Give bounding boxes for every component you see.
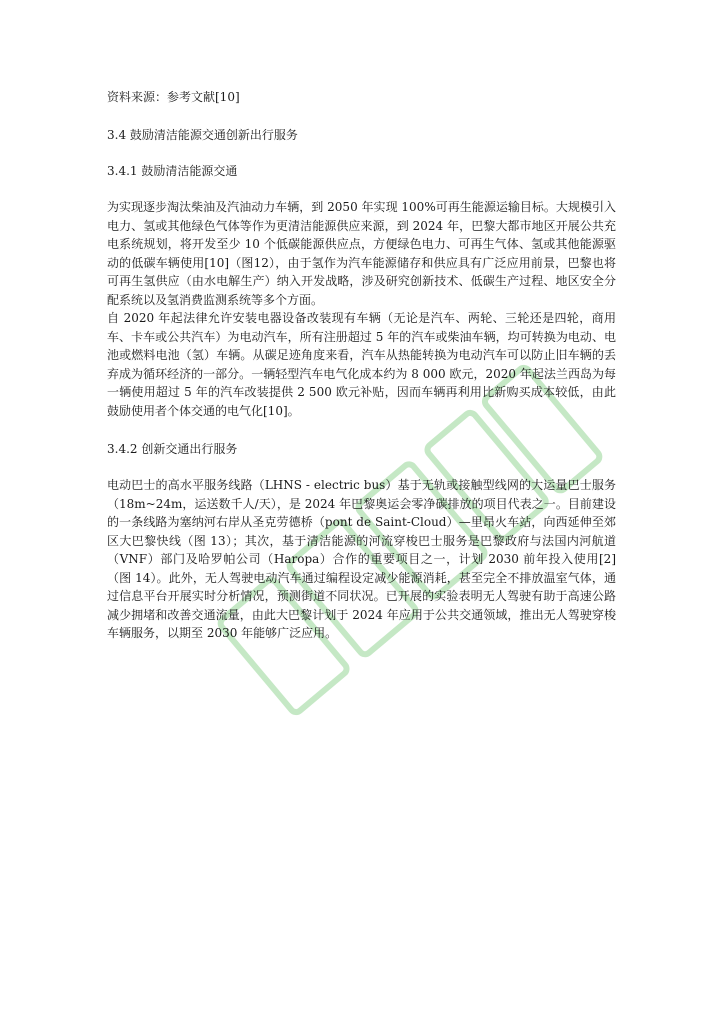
subsection-heading-1: 3.4.1 鼓励清洁能源交通 [107, 164, 238, 178]
document-body [107, 88, 616, 643]
subsection-heading-2: 3.4.2 创新交通出行服务 [107, 442, 238, 456]
section-heading: 3.4 鼓励清洁能源交通创新出行服务 [107, 128, 298, 142]
figure-source-note: 资料来源：参考文献[10] [107, 90, 240, 104]
paragraph-clean-energy-1: 为实现逐步淘汰柴油及汽油动力车辆，到 2050 年实现 100%可再生能源运输目标。大规模引入电力、氢或其他绿色气体等作为更清洁能源供应来源，到 2024 年，巴黎大都市地区开展公共充电系统规划，将开发至少 10 个低碳能源供应点，方便绿色电力、可再生气体、氢或其他能源驱动的低碳车辆使用[10]（图12），由于氢作为汽车能源储存和供应具有广泛应用前景，巴黎也将可再生氢供应（由水电解生产）纳入开发战略，涉及研究创新技术、低碳生产过程、地区安全分配系统以及氢消费监测系统等多个方面。 [107, 200, 616, 307]
paragraph-innovative-mobility: 电动巴士的高水平服务线路（LHNS - electric bus）基于无轨或接触型线网的大运量巴士服务（18m~24m，运送数千人/天），是 2024 年巴黎奥运会零净碳排放的项目代表之一。目前建设的一条线路为塞纳河右岸从圣克劳德桥（pont de Saint-Cloud）—里昂火车站，向西延伸至郊区大巴黎快线（图 13）；其次，基于清洁能源的河流穿梭巴士服务是巴黎政府与法国内河航道（VNF）部门及哈罗帕公司（Haropa）合作的重要项目之一，计划 2030 前年投入使用[2]（图 14）。此外，无人驾驶电动汽车通过编程设定减少能源消耗，甚至完全不排放温室气体，通过信息平台开展实时分析情况，预测街道不同状况。已开展的实验表明无人驾驶有助于高速公路减少拥堵和改善交通流量，由此大巴黎计划于 2024 年应用于公共交通领域，推出无人驾驶穿梭车辆服务，以期至 2030 年能够广泛应用。 [107, 478, 616, 640]
paragraph-clean-energy-2: 自 2020 年起法律允许安装电器设备改装现有车辆（无论是汽车、两轮、三轮还是四轮，商用车、卡车或公共汽车）为电动汽车，所有注册超过 5 年的汽车或柴油车辆，均可转换为电动、电池或燃料电池（氢）车辆。从碳足迹角度来看，汽车从热能转换为电动汽车可以防止旧车辆的丢弃成为循环经济的一部分。一辆轻型汽车电气化成本约为 8 000 欧元，2020 年起法兰西岛为每一辆使用超过 5 年的汽车改装提供 2 500 欧元补贴，因而车辆再利用比新购买成本较低，由此鼓励使用者个体交通的电气化[10]。 [107, 311, 616, 418]
spacer [107, 420, 616, 440]
